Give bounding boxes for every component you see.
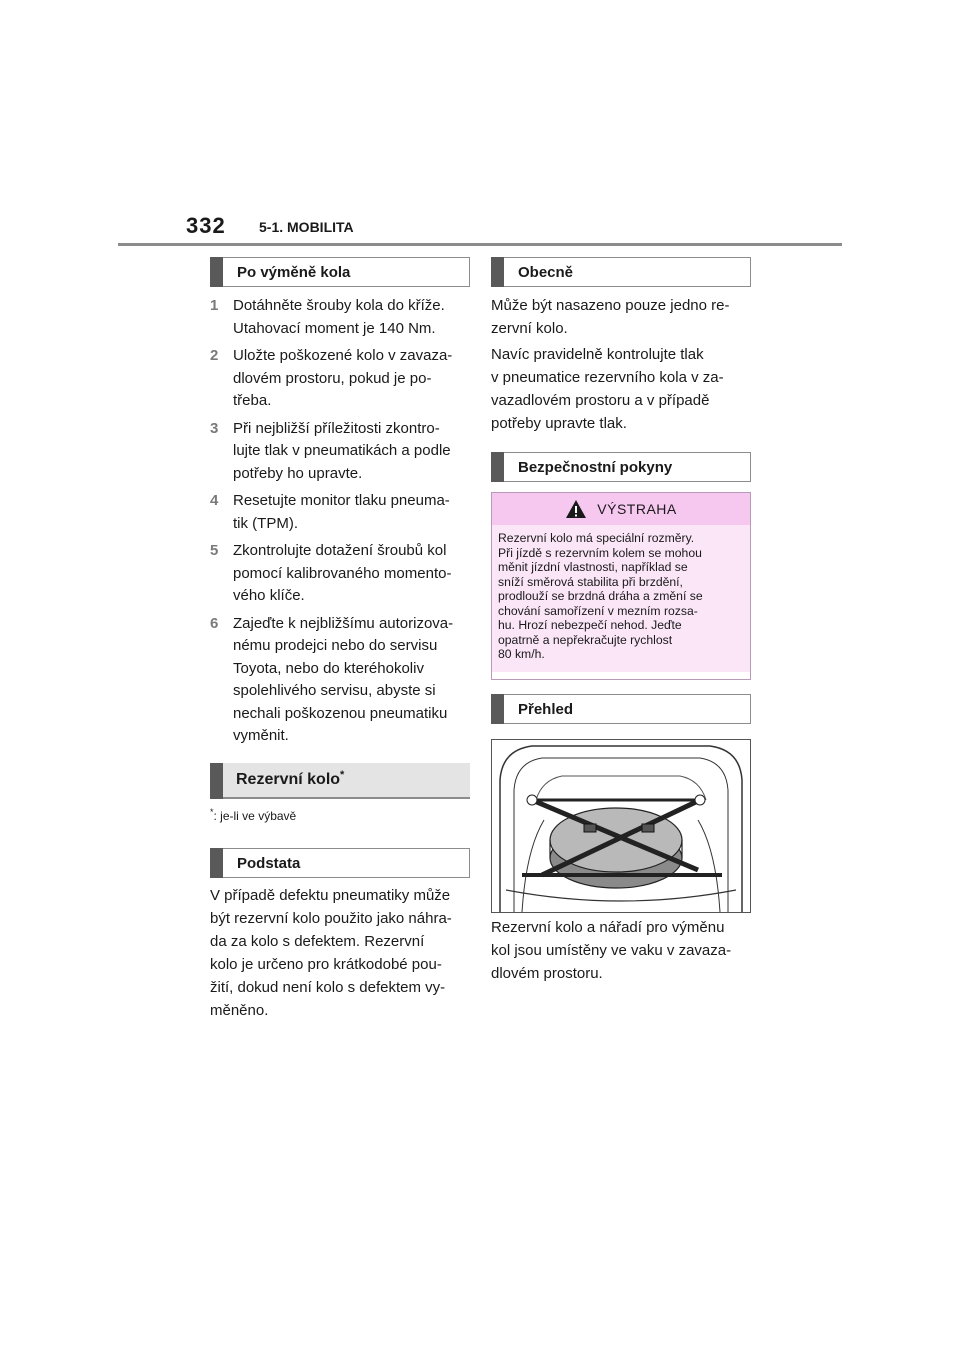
step-item — [210, 295, 470, 340]
after-change-heading: Po výměně kola — [210, 257, 470, 287]
overview-paragraph — [491, 916, 751, 985]
text-line: 80 km/h. — [498, 647, 545, 661]
text-line: nechali poškozenou pneumatiku — [233, 704, 448, 722]
text-line: v pneumatice rezervního kola v za- — [491, 369, 724, 386]
step-item — [210, 418, 470, 486]
step-item — [210, 345, 470, 413]
essence-paragraph — [210, 884, 470, 1022]
text-line: Zajeďte k nejbližšímu autorizova- — [233, 614, 454, 632]
text-line: Může být nasazeno pouze jedno re- — [491, 297, 730, 314]
text-line: pomocí kalibrovaného momento- — [233, 564, 452, 582]
spare-wheel-illustration — [491, 739, 751, 913]
text-line: da za kolo s defektem. Rezervní — [210, 933, 425, 950]
text-line: Při nejbližší příležitosti zkontro- — [233, 419, 440, 437]
step-item — [210, 613, 470, 748]
step-item — [210, 540, 470, 608]
text-line: Navíc pravidelně kontrolujte tlak — [491, 346, 704, 363]
header-divider — [118, 243, 842, 246]
step-item — [210, 490, 470, 535]
text-line: Uložte poškozené kolo v zavaza- — [233, 347, 453, 364]
warning-header — [492, 493, 750, 525]
general-heading: Obecně — [491, 257, 751, 287]
general-paragraph-1 — [491, 294, 751, 340]
text-line: měněno. — [210, 1002, 269, 1019]
step-number: 6 — [210, 614, 219, 632]
text-line: tik (TPM). — [233, 514, 298, 532]
footnote: *: je-li ve výbavě — [210, 807, 297, 823]
text-line: dlovém prostoru. — [491, 965, 603, 982]
text-line: Rezervní kolo a nářadí pro výměnu — [491, 919, 725, 936]
text-line: měnit jízdní vlastnosti, například se — [498, 560, 688, 574]
step-number: 3 — [210, 419, 219, 437]
text-line: třeba. — [233, 392, 272, 409]
text-line: Utahovací moment je 140 Nm. — [233, 319, 436, 337]
text-line: opatrně a nepřekračujte rychlost — [498, 632, 673, 647]
text-line: Při jízdě s rezervním kolem se mohou — [498, 545, 702, 560]
text-line: V případě defektu pneumatiky může — [210, 887, 451, 904]
trunk-spare-wheel-image — [492, 740, 750, 912]
text-line: být rezervní kolo použito jako náhra- — [210, 910, 452, 927]
text-line: Zkontrolujte dotažení šroubů kol — [233, 542, 447, 559]
text-line: lujte tlak v pneumatikách a podle — [233, 442, 451, 459]
text-line: spolehlivého servisu, abyste si — [233, 682, 436, 699]
text-line: žití, dokud není kolo s defektem vy- — [210, 979, 446, 996]
section-title: 5-1. MOBILITA — [259, 219, 354, 235]
overview-heading: Přehled — [491, 694, 751, 724]
text-line: prodlouží se brzdná dráha a změní se — [498, 589, 703, 603]
step-number: 5 — [210, 542, 219, 559]
text-line: nému prodejci nebo do servisu — [233, 637, 438, 654]
text-line: zervní kolo. — [491, 320, 568, 337]
text-line: vého klíče. — [233, 587, 305, 604]
text-line: hu. Hrozí nebezpečí nehod. Jeďte — [498, 618, 682, 632]
step-number: 2 — [210, 347, 219, 364]
text-line: chování samořízení v mezním rozsa- — [498, 603, 698, 618]
text-line: sníží směrová stabilita při brzdění, — [498, 574, 683, 589]
warning-title: VÝSTRAHA — [597, 501, 677, 517]
text-line: Resetujte monitor tlaku pneuma- — [233, 492, 450, 509]
step-number: 1 — [210, 297, 219, 314]
text-line: Dotáhněte šrouby kola do kříže. — [233, 297, 445, 314]
text-line: Rezervní kolo má speciální rozměry. — [498, 531, 695, 545]
general-paragraph-2 — [491, 343, 751, 435]
warning-triangle-icon — [565, 499, 587, 519]
warning-text — [492, 525, 750, 672]
text-line: potřeby upravte tlak. — [491, 415, 627, 432]
spare-wheel-heading: Rezervní kolo * — [210, 763, 470, 799]
essence-heading: Podstata — [210, 848, 470, 878]
warning-box — [491, 492, 751, 680]
text-line: potřeby ho upravte. — [233, 464, 363, 482]
text-line: kol jsou umístěny ve vaku v zavaza- — [491, 942, 732, 959]
steps-list — [210, 295, 470, 753]
text-line: vazadlovém prostoru a v případě — [491, 392, 710, 409]
text-line: dlovém prostoru, pokud je po- — [233, 369, 432, 387]
text-line: vyměnit. — [233, 727, 289, 744]
text-line: Toyota, nebo do kteréhokoliv — [233, 659, 424, 677]
page-number: 332 — [186, 213, 226, 238]
text-line: kolo je určeno pro krátkodobé pou- — [210, 956, 442, 973]
step-number: 4 — [210, 492, 219, 509]
safety-heading: Bezpečnostní pokyny — [491, 452, 751, 482]
